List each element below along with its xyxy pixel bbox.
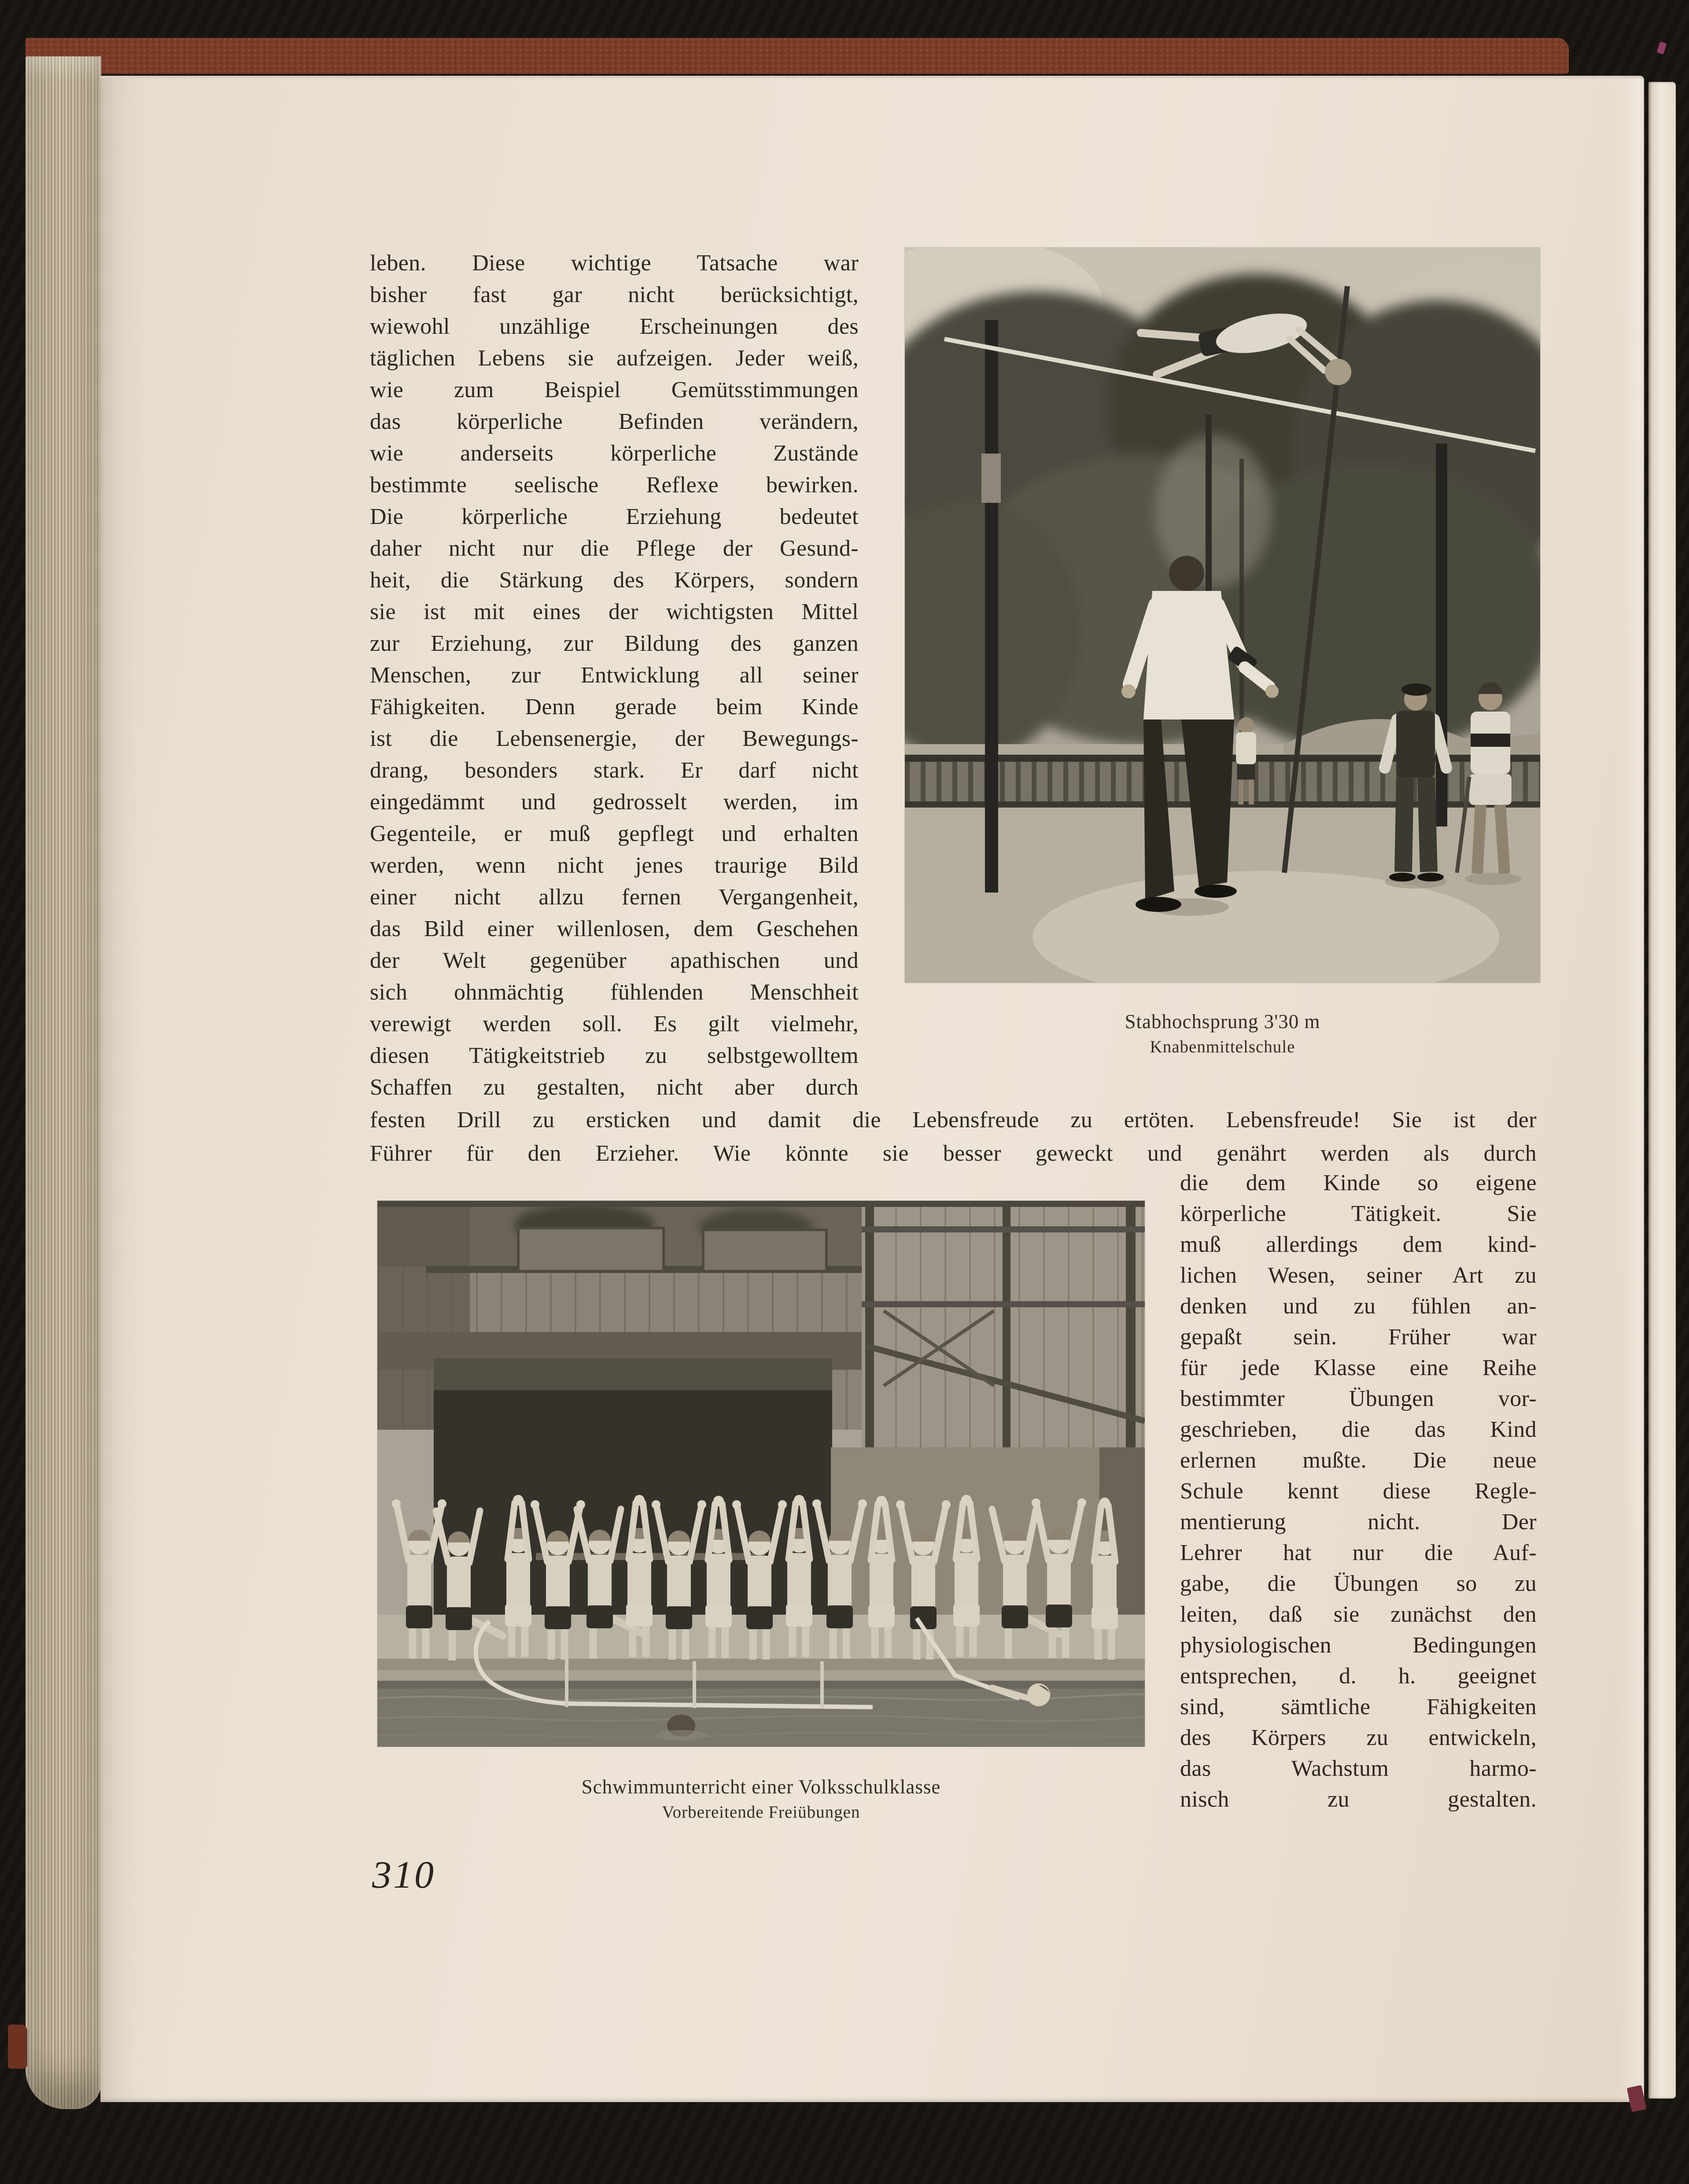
text-line: einer nicht allzu fernen Vergangenheit,: [370, 885, 859, 910]
text-line: bisher fast gar nicht berücksichtigt,: [370, 282, 859, 307]
text-line: Führer für den Erzieher. Wie könnte sie besser geweckt und genährt werden als durch: [370, 1141, 1537, 1166]
text-line: des Körpers zu entwickeln,: [1180, 1725, 1537, 1750]
text-line: sind, sämtliche Fähigkeiten: [1180, 1694, 1537, 1719]
text-line: Fähigkeiten. Denn gerade beim Kinde: [370, 694, 859, 719]
text-line: Lehrer hat nur die Auf-: [1180, 1540, 1537, 1565]
text-line: gabe, die Übungen so zu: [1180, 1571, 1537, 1596]
text-line: werden, wenn nicht jenes traurige Bild: [370, 853, 859, 878]
cover-thread-fragment: [1656, 41, 1667, 55]
swimming-caption: [377, 1774, 1145, 1825]
text-line: mentierung nicht. Der: [1180, 1509, 1537, 1535]
caption-line: Schwimmunterricht einer Volksschulklasse: [581, 1776, 941, 1798]
text-line: das körperliche Befinden verändern,: [370, 409, 859, 434]
text-line: diesen Tätigkeitstrieb zu selbstgewolltem: [370, 1043, 859, 1068]
text-line: leiten, daß sie zunächst den: [1180, 1602, 1537, 1627]
text-line: denken und zu fühlen an-: [1180, 1294, 1537, 1319]
text-line: gepaßt sein. Früher war: [1180, 1324, 1537, 1350]
flower-box: [703, 1230, 826, 1271]
full-width-text-lines: [370, 1103, 1537, 1170]
text-line: Menschen, zur Entwicklung all seiner: [370, 663, 859, 688]
text-line: nisch zu gestalten.: [1180, 1787, 1537, 1812]
text-line: das Wachstum harmo-: [1180, 1756, 1537, 1781]
pole-vault-photo: [905, 247, 1540, 983]
caption-line: Stabhochsprung 3'30 m: [1125, 1011, 1320, 1033]
text-line: bestimmter Übungen vor-: [1180, 1386, 1537, 1411]
book-cover-top-edge: [26, 38, 1569, 74]
book-cover-corner-bottom-left: [8, 2025, 27, 2069]
next-page-edge: [1648, 82, 1676, 2099]
text-line: sie ist mit eines der wichtigsten Mittel: [370, 599, 859, 624]
text-line: festen Drill zu ersticken und damit die Lebensfreude zu ertöten. Lebensfreude! Sie ist der: [370, 1107, 1537, 1133]
text-line: bestimmte seelische Reflexe bewirken.: [370, 472, 859, 498]
flower-box: [518, 1228, 664, 1271]
text-line: wiewohl unzählige Erscheinungen des: [370, 314, 859, 339]
text-line: das Bild einer willenlosen, dem Geschehen: [370, 916, 859, 941]
text-line: wie anderseits körperliche Zustände: [370, 441, 859, 466]
text-line: zur Erziehung, zur Bildung des ganzen: [370, 631, 859, 656]
pole-vault-caption: [905, 1008, 1540, 1059]
text-line: Schaffen zu gestalten, nicht aber durch: [370, 1075, 859, 1100]
text-line: der Welt gegenüber apathischen und: [370, 948, 859, 973]
text-line: für jede Klasse eine Reihe: [1180, 1355, 1537, 1380]
text-line: geschrieben, die das Kind: [1180, 1417, 1537, 1442]
text-line: Gegenteile, er muß gepflegt und erhalten: [370, 821, 859, 846]
page-stack-fore-edge: [26, 56, 101, 2109]
left-text-column: [370, 247, 859, 1103]
text-line: die dem Kinde so eigene: [1180, 1170, 1537, 1195]
swimming-photo-art: [377, 1201, 1145, 1747]
text-line: lichen Wesen, seiner Art zu: [1180, 1263, 1537, 1288]
page-number: 310: [372, 1854, 435, 1896]
swimming-photo: [377, 1201, 1145, 1747]
text-line: Schule kennt diese Regle-: [1180, 1479, 1537, 1504]
text-line: leben. Diese wichtige Tatsache war: [370, 251, 859, 276]
text-line: eingedämmt und gedrosselt werden, im: [370, 789, 859, 815]
text-line: täglichen Lebens sie aufzeigen. Jeder weiß,: [370, 346, 859, 371]
text-line: sich ohnmächtig fühlenden Menschheit: [370, 980, 859, 1005]
pole-vault-photo-art: [905, 247, 1540, 983]
text-line: verewigt werden soll. Es gilt vielmehr,: [370, 1011, 859, 1037]
text-line: Die körperliche Erziehung bedeutet: [370, 504, 859, 529]
text-line: wie zum Beispiel Gemütsstimmungen: [370, 377, 859, 402]
text-line: entsprechen, d. h. geeignet: [1180, 1664, 1537, 1689]
caption-line: Vorbereitende Freiübungen: [662, 1803, 860, 1822]
text-line: drang, besonders stark. Er darf nicht: [370, 758, 859, 783]
text-line: körperliche Tätigkeit. Sie: [1180, 1201, 1537, 1226]
text-line: heit, die Stärkung des Körpers, sondern: [370, 568, 859, 593]
text-line: erlernen mußte. Die neue: [1180, 1448, 1537, 1473]
left-upright-post: [985, 320, 998, 893]
text-line: ist die Lebensenergie, der Bewegungs-: [370, 726, 859, 751]
text-line: muß allerdings dem kind-: [1180, 1232, 1537, 1257]
text-line: physiologischen Bedingungen: [1180, 1633, 1537, 1658]
right-text-column: [1180, 1168, 1537, 1815]
stair-structure: [862, 1201, 1145, 1447]
text-line: daher nicht nur die Pflege der Gesund-: [370, 536, 859, 561]
caption-line: Knabenmittelschule: [1150, 1037, 1295, 1056]
